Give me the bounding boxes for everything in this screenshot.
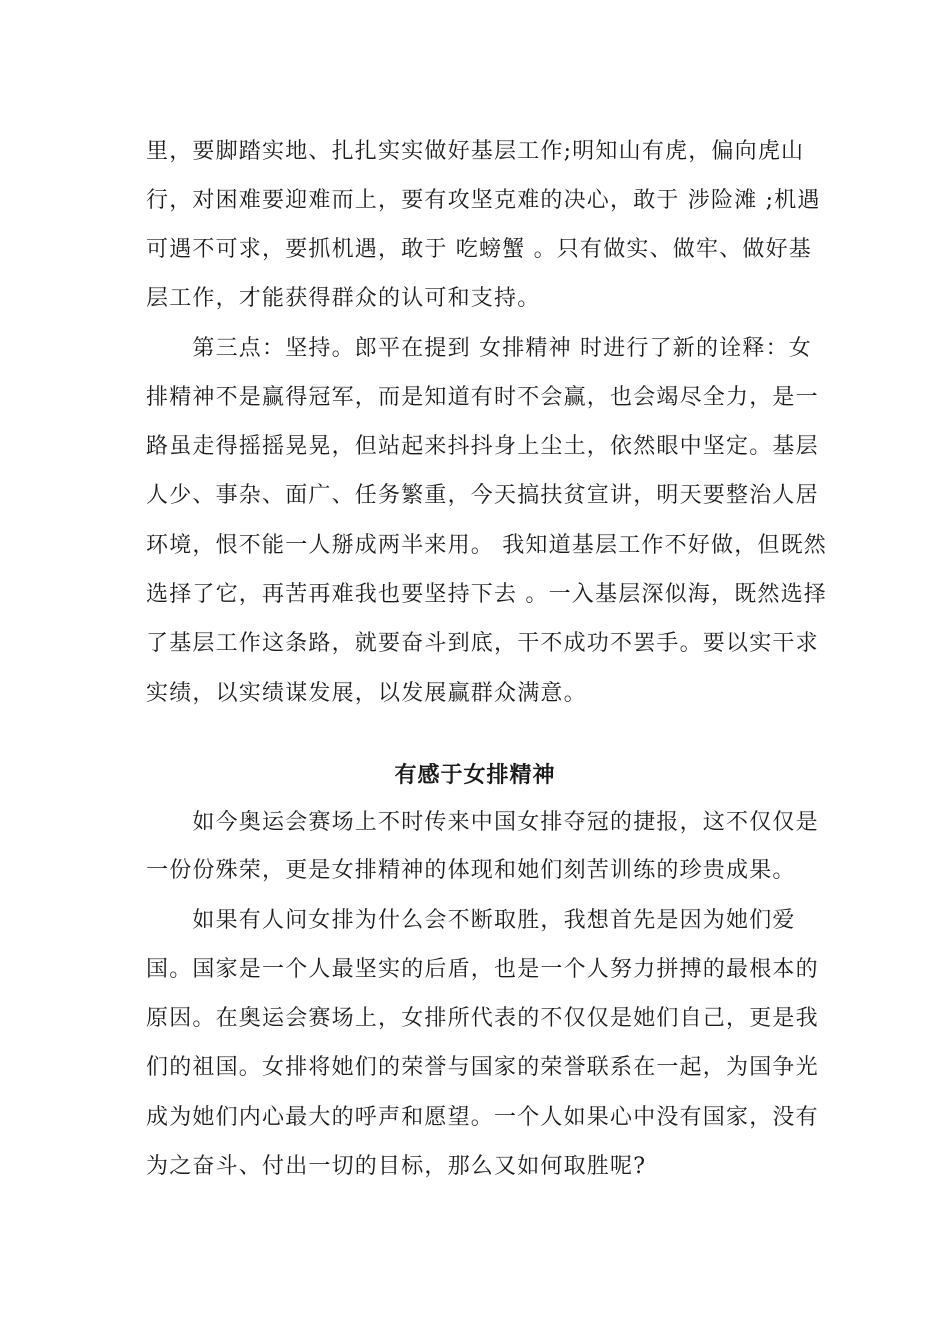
text-line: 排精神不是赢得冠军，而是知道有时不会赢，也会竭尽全力，是一 (146, 385, 819, 410)
text-line: 如今奥运会赛场上不时传来中国女排夺冠的捷报，这不仅仅是 (146, 810, 819, 835)
text-line: 为之奋斗、付出一切的目标，那么又如何取胜呢? (146, 1154, 647, 1179)
article-title: 有感于女排精神 (394, 762, 556, 788)
text-line: 路虽走得摇摇晃晃，但站起来抖抖身上尘土，依然眼中坚定。基层 (146, 434, 819, 459)
text-line: 如果有人问女排为什么会不断取胜，我想首先是因为她们爱 (146, 908, 796, 933)
text-line: 们的祖国。女排将她们的荣誉与国家的荣誉联系在一起，为国争光 (146, 1055, 819, 1080)
text-line: 了基层工作这条路，就要奋斗到底，干不成功不罢手。要以实干求 (146, 631, 819, 656)
text-line: 可遇不可求，要抓机遇，敢于 吃螃蟹 。只有做实、做牢、做好基 (146, 237, 812, 262)
text-line: 层工作，才能获得群众的认可和支持。 (146, 286, 541, 311)
text-line: 环境，恨不能一人掰成两半来用。 我知道基层工作不好做，但既然 (146, 533, 827, 558)
text-line: 第三点：坚持。郎平在提到 女排精神 时进行了新的诠释：女 (146, 336, 812, 361)
text-line: 实绩，以实绩谋发展，以发展赢群众满意。 (146, 681, 587, 706)
text-line: 国。国家是一个人最坚实的后盾，也是一个人努力拼搏的最根本的 (146, 957, 819, 982)
text-line: 成为她们内心最大的呼声和愿望。一个人如果心中没有国家，没有 (146, 1105, 819, 1130)
text-line: 人少、事杂、面广、任务繁重，今天搞扶贫宣讲，明天要整治人居 (146, 483, 819, 508)
text-line: 一份份殊荣，更是女排精神的体现和她们刻苦训练的珍贵成果。 (146, 858, 796, 883)
text-line: 行，对困难要迎难而上，要有攻坚克难的决心，敢于 涉险滩 ;机遇 (146, 188, 821, 213)
text-line: 里，要脚踏实地、扎扎实实做好基层工作;明知山有虎，偏向虎山 (146, 139, 805, 164)
text-line: 选择了它，再苦再难我也要坚持下去 。一入基层深似海，既然选择 (146, 582, 827, 607)
text-line: 原因。在奥运会赛场上，女排所代表的不仅仅是她们自己，更是我 (146, 1006, 819, 1031)
